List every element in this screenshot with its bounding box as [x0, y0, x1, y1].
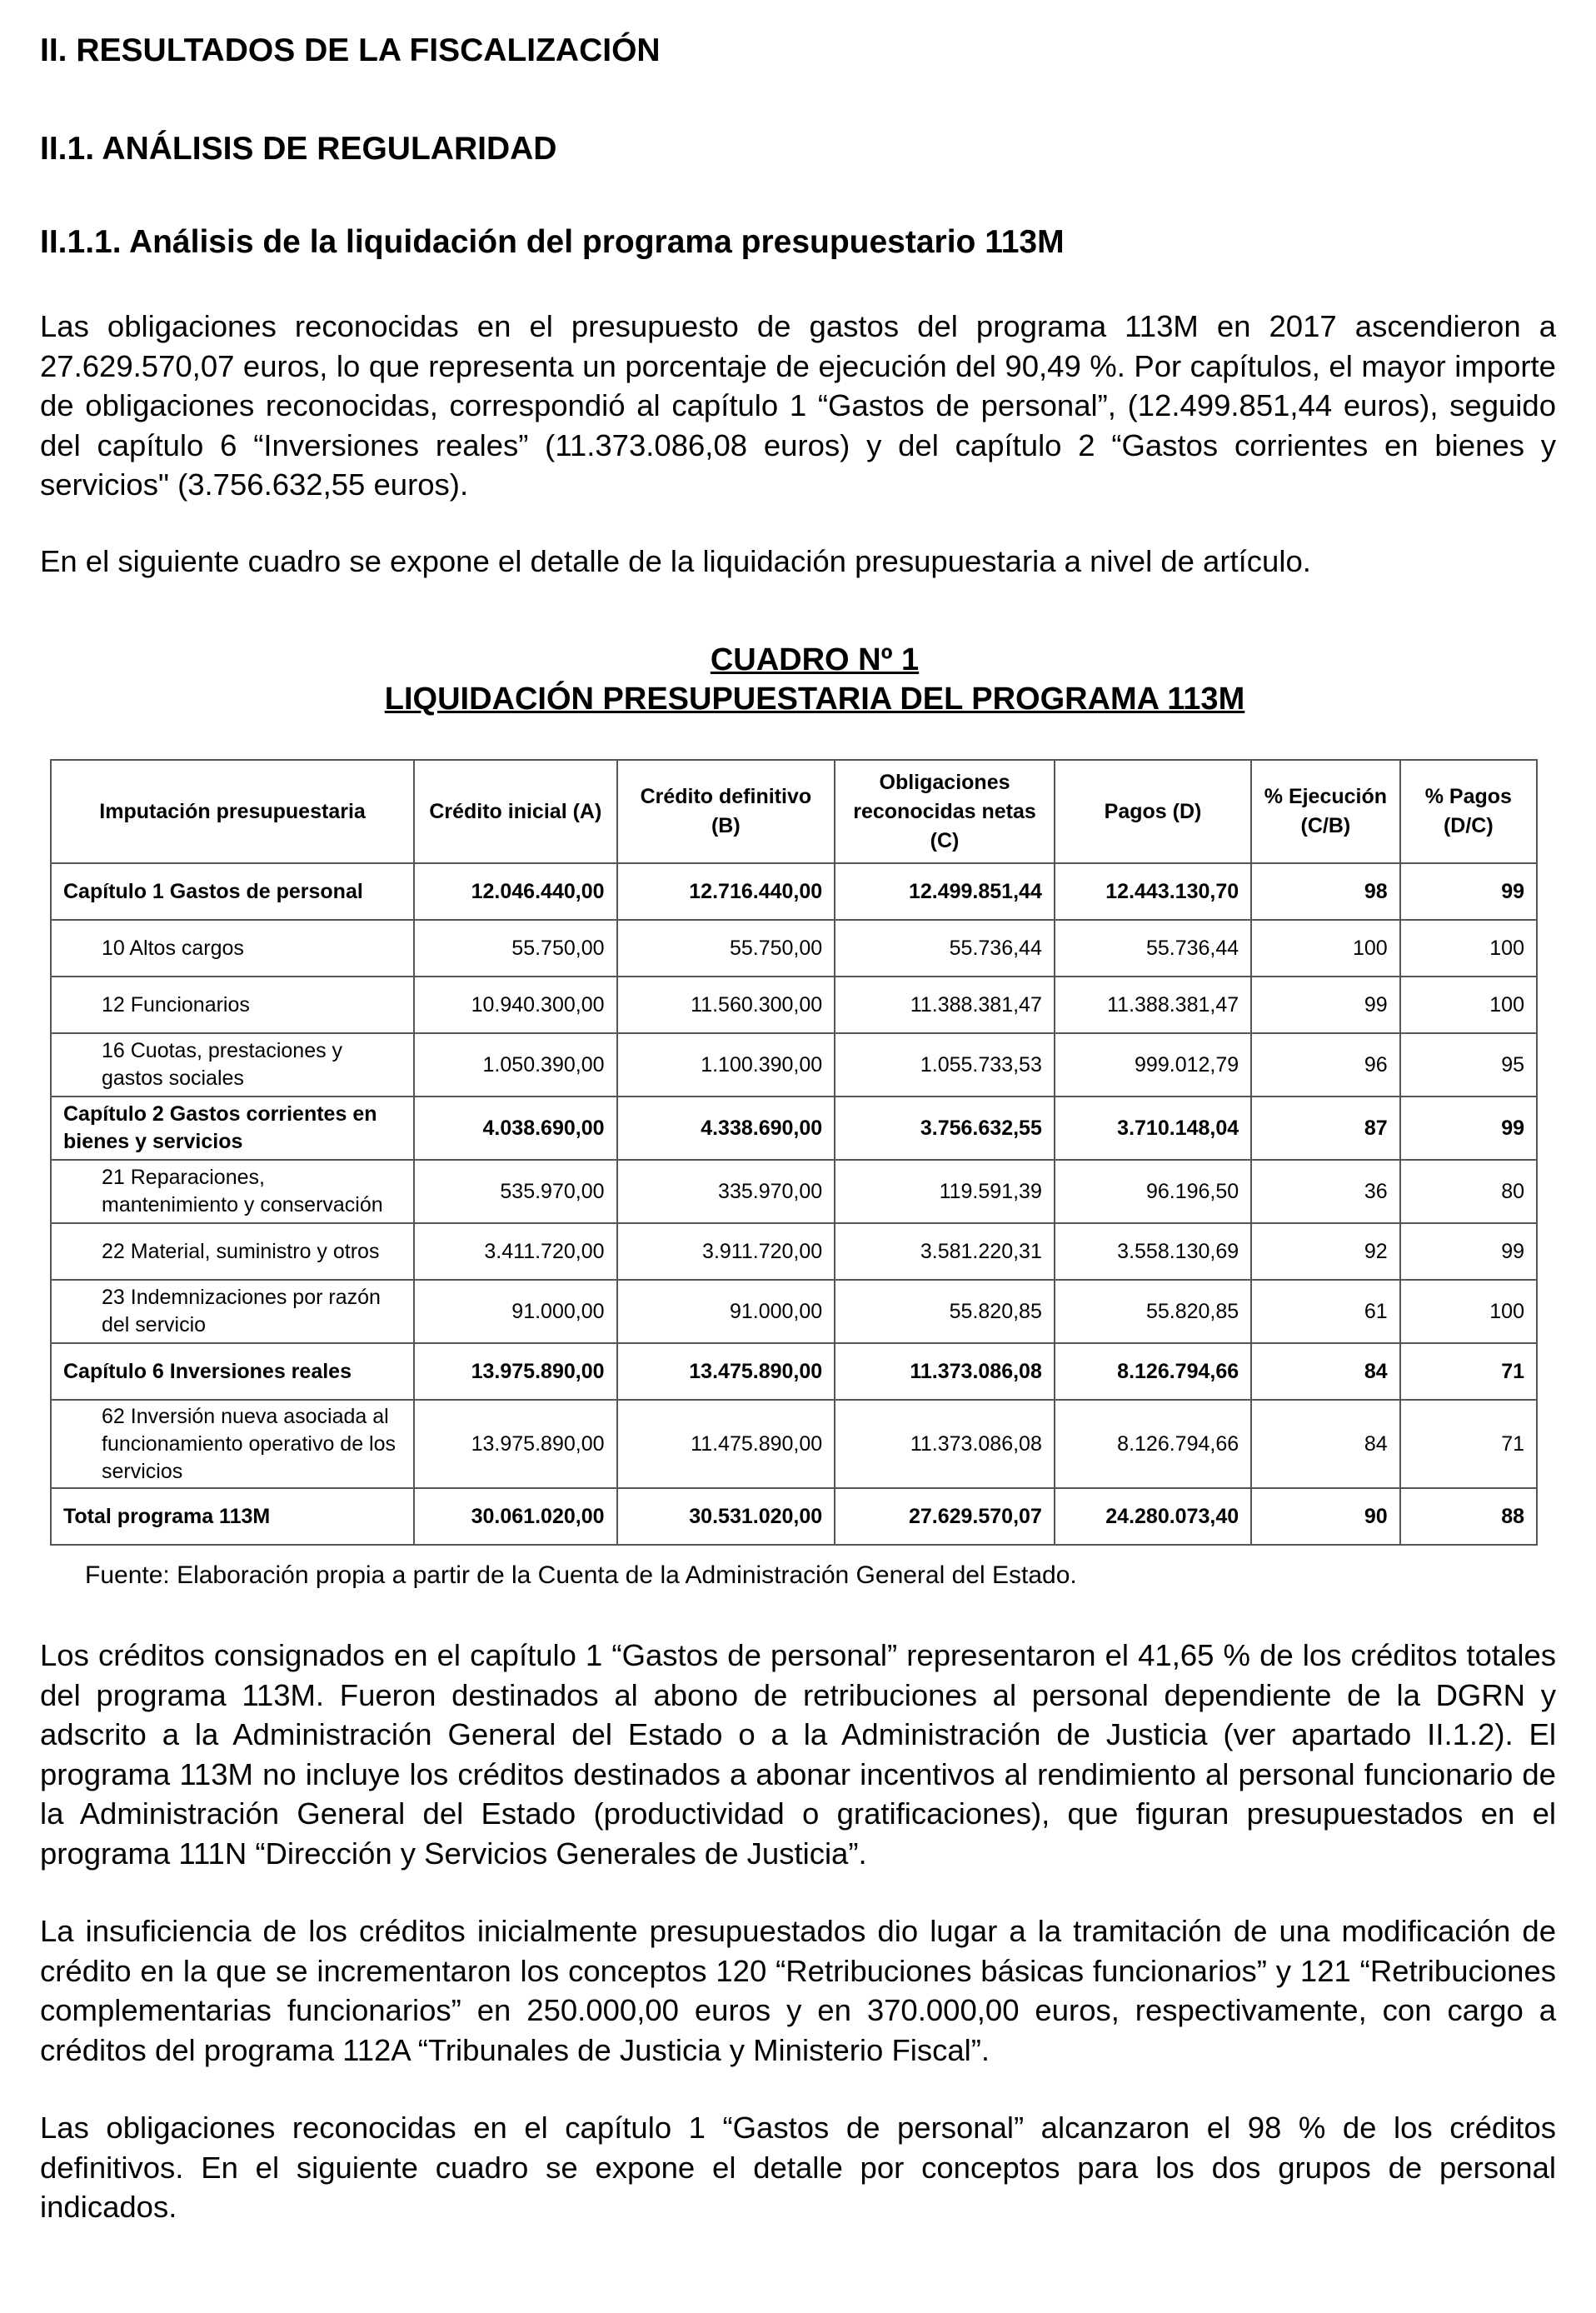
- row-label: Capítulo 6 Inversiones reales: [51, 1343, 414, 1400]
- cell-pct-pagos: 80: [1400, 1160, 1537, 1223]
- cell-credito-definitivo: 30.531.020,00: [617, 1488, 835, 1545]
- cell-pct-pagos: 100: [1400, 977, 1537, 1033]
- table-row: [51, 920, 1537, 977]
- table-row: [51, 1223, 1537, 1280]
- subsection-heading: II.1. ANÁLISIS DE REGULARIDAD: [40, 131, 557, 167]
- cell-obligaciones: 12.499.851,44: [835, 863, 1055, 920]
- cell-credito-definitivo: 12.716.440,00: [617, 863, 835, 920]
- header-imputacion: Imputación presupuestaria: [51, 760, 414, 863]
- cell-obligaciones: 11.388.381,47: [835, 977, 1055, 1033]
- cell-credito-definitivo: 11.475.890,00: [617, 1400, 835, 1488]
- cell-credito-definitivo: 4.338.690,00: [617, 1097, 835, 1160]
- cell-pct-pagos: 99: [1400, 863, 1537, 920]
- cell-ejecucion: 87: [1251, 1097, 1400, 1160]
- paragraph-obligaciones-capitulo1: Las obligaciones reconocidas en el capítulo 1 “Gastos de personal” alcanzaron el 98 % de los créditos definitivos. En el siguiente cuadro se expone el detalle por conceptos para los dos grupos de personal indicados.: [40, 2111, 1556, 2224]
- cell-pagos: 96.196,50: [1055, 1160, 1251, 1223]
- cell-pagos: 24.280.073,40: [1055, 1488, 1251, 1545]
- cell-ejecucion: 36: [1251, 1160, 1400, 1223]
- row-label: 23 Indemnizaciones por razón del servicio: [51, 1280, 414, 1343]
- row-label: 16 Cuotas, prestaciones y gastos sociales: [51, 1033, 414, 1097]
- cell-pagos: 12.443.130,70: [1055, 863, 1251, 920]
- cell-credito-inicial: 535.970,00: [414, 1160, 616, 1223]
- table-number: CUADRO Nº 1: [710, 642, 920, 677]
- paragraph-insuficiencia: La insuficiencia de los créditos inicialmente presupuestados dio lugar a la tramitación de una modificación de crédito en la que se incrementaron los conceptos 120 “Retribuciones básicas funcionarios” y 121 “Retribuciones complementarias funcionarios” en 250.000,00 euros y en 370.000,00 euros, respectivamente, con cargo a créditos del programa 112A “Tribunales de Justicia y Ministerio Fiscal”.: [40, 1914, 1556, 2067]
- cell-credito-inicial: 4.038.690,00: [414, 1097, 616, 1160]
- cell-credito-definitivo: 3.911.720,00: [617, 1223, 835, 1280]
- paragraph-intro-cuadro: En el siguiente cuadro se expone el detalle de la liquidación presupuestaria a nivel de artículo.: [40, 543, 1311, 578]
- cell-obligaciones: 27.629.570,07: [835, 1488, 1055, 1545]
- cell-credito-inicial: 30.061.020,00: [414, 1488, 616, 1545]
- row-label: 62 Inversión nueva asociada al funcionamiento operativo de los servicios: [51, 1400, 414, 1488]
- cell-pct-pagos: 88: [1400, 1488, 1537, 1545]
- cell-credito-inicial: 3.411.720,00: [414, 1223, 616, 1280]
- cell-obligaciones: 3.581.220,31: [835, 1223, 1055, 1280]
- cell-credito-inicial: 10.940.300,00: [414, 977, 616, 1033]
- paragraph-creditos-capitulo1: Los créditos consignados en el capítulo 1 “Gastos de personal” representaron el 41,65 % de los créditos totales del programa 113M. Fueron destinados al abono de retribuciones al personal dependiente de la DGRN y adscrito a la Administración General del Estado o a la Administración de Justicia (ver apartado II.1.2). El programa 113M no incluye los créditos destinados a abonar incentivos al rendimiento al personal funcionario de la Administración General del Estado (productividad o gratificaciones), que figuran presupuestados en el programa 111N “Dirección y Servicios Generales de Justicia”.: [40, 1638, 1556, 1871]
- cell-credito-definitivo: 13.475.890,00: [617, 1343, 835, 1400]
- cell-credito-inicial: 12.046.440,00: [414, 863, 616, 920]
- header-pagos: Pagos (D): [1055, 760, 1251, 863]
- cell-ejecucion: 61: [1251, 1280, 1400, 1343]
- cell-ejecucion: 98: [1251, 863, 1400, 920]
- cell-pct-pagos: 100: [1400, 1280, 1537, 1343]
- table-header-row: [51, 760, 1537, 863]
- cell-obligaciones: 55.736,44: [835, 920, 1055, 977]
- cell-credito-inicial: 1.050.390,00: [414, 1033, 616, 1097]
- cell-pct-pagos: 71: [1400, 1400, 1537, 1488]
- row-label: Total programa 113M: [51, 1488, 414, 1545]
- header-credito-inicial: Crédito inicial (A): [414, 760, 616, 863]
- paragraph-obligaciones: Las obligaciones reconocidas en el presupuesto de gastos del programa 113M en 2017 ascendieron a 27.629.570,07 euros, lo que representa un porcentaje de ejecución del 90,49 %. Por capítulos, el mayor importe de obligaciones reconocidas, correspondió al capítulo 1 “Gastos de personal”, (12.499.851,44 euros), seguido del capítulo 6 “Inversiones reales” (11.373.086,08 euros) y del capítulo 2 “Gastos corrientes en bienes y servicios" (3.756.632,55 euros).: [40, 309, 1556, 502]
- cell-pct-pagos: 95: [1400, 1033, 1537, 1097]
- row-label: 12 Funcionarios: [51, 977, 414, 1033]
- cell-obligaciones: 119.591,39: [835, 1160, 1055, 1223]
- cell-ejecucion: 96: [1251, 1033, 1400, 1097]
- cell-ejecucion: 84: [1251, 1400, 1400, 1488]
- cell-obligaciones: 11.373.086,08: [835, 1343, 1055, 1400]
- cell-credito-definitivo: 1.100.390,00: [617, 1033, 835, 1097]
- table-title: [73, 641, 1556, 719]
- cell-ejecucion: 90: [1251, 1488, 1400, 1545]
- table-caption: LIQUIDACIÓN PRESUPUESTARIA DEL PROGRAMA 113M: [384, 682, 1245, 717]
- cell-pct-pagos: 99: [1400, 1223, 1537, 1280]
- cell-pagos: 8.126.794,66: [1055, 1400, 1251, 1488]
- table-row: [51, 1343, 1537, 1400]
- table-row: [51, 1033, 1537, 1097]
- header-pct-pagos: % Pagos (D/C): [1400, 760, 1537, 863]
- cell-credito-definitivo: 335.970,00: [617, 1160, 835, 1223]
- cell-pagos: 999.012,79: [1055, 1033, 1251, 1097]
- table-row: [51, 1160, 1537, 1223]
- row-label: 21 Reparaciones, mantenimiento y conservación: [51, 1160, 414, 1223]
- row-label: Capítulo 1 Gastos de personal: [51, 863, 414, 920]
- table-row: [51, 1400, 1537, 1488]
- cell-obligaciones: 11.373.086,08: [835, 1400, 1055, 1488]
- cell-obligaciones: 3.756.632,55: [835, 1097, 1055, 1160]
- header-obligaciones: Obligaciones reconocidas netas (C): [835, 760, 1055, 863]
- cell-pagos: 3.710.148,04: [1055, 1097, 1251, 1160]
- table-row: [51, 977, 1537, 1033]
- cell-pct-pagos: 71: [1400, 1343, 1537, 1400]
- cell-pagos: 3.558.130,69: [1055, 1223, 1251, 1280]
- table-source: Fuente: Elaboración propia a partir de la Cuenta de la Administración General del Estado.: [85, 1561, 1077, 1589]
- row-label: Capítulo 2 Gastos corrientes en bienes y servicios: [51, 1097, 414, 1160]
- cell-credito-inicial: 13.975.890,00: [414, 1400, 616, 1488]
- row-label: 22 Material, suministro y otros: [51, 1223, 414, 1280]
- cell-ejecucion: 99: [1251, 977, 1400, 1033]
- cell-obligaciones: 1.055.733,53: [835, 1033, 1055, 1097]
- table-row: [51, 1488, 1537, 1545]
- cell-ejecucion: 100: [1251, 920, 1400, 977]
- subsubsection-heading: II.1.1. Análisis de la liquidación del programa presupuestario 113M: [40, 224, 1065, 260]
- cell-credito-inicial: 91.000,00: [414, 1280, 616, 1343]
- table-row: [51, 863, 1537, 920]
- cell-credito-inicial: 13.975.890,00: [414, 1343, 616, 1400]
- header-credito-definitivo: Crédito definitivo (B): [617, 760, 835, 863]
- cell-pagos: 55.736,44: [1055, 920, 1251, 977]
- cell-credito-definitivo: 91.000,00: [617, 1280, 835, 1343]
- cell-ejecucion: 92: [1251, 1223, 1400, 1280]
- cell-pagos: 55.820,85: [1055, 1280, 1251, 1343]
- cell-pagos: 11.388.381,47: [1055, 977, 1251, 1033]
- document-page: [40, 30, 1556, 2227]
- cell-credito-definitivo: 11.560.300,00: [617, 977, 835, 1033]
- budget-table: [50, 759, 1538, 1546]
- table-row: [51, 1097, 1537, 1160]
- cell-credito-inicial: 55.750,00: [414, 920, 616, 977]
- table-row: [51, 1280, 1537, 1343]
- cell-credito-definitivo: 55.750,00: [617, 920, 835, 977]
- row-label: 10 Altos cargos: [51, 920, 414, 977]
- cell-ejecucion: 84: [1251, 1343, 1400, 1400]
- cell-pagos: 8.126.794,66: [1055, 1343, 1251, 1400]
- section-heading: II. RESULTADOS DE LA FISCALIZACIÓN: [40, 32, 661, 68]
- cell-pct-pagos: 99: [1400, 1097, 1537, 1160]
- cell-pct-pagos: 100: [1400, 920, 1537, 977]
- header-ejecucion: % Ejecución (C/B): [1251, 760, 1400, 863]
- cell-obligaciones: 55.820,85: [835, 1280, 1055, 1343]
